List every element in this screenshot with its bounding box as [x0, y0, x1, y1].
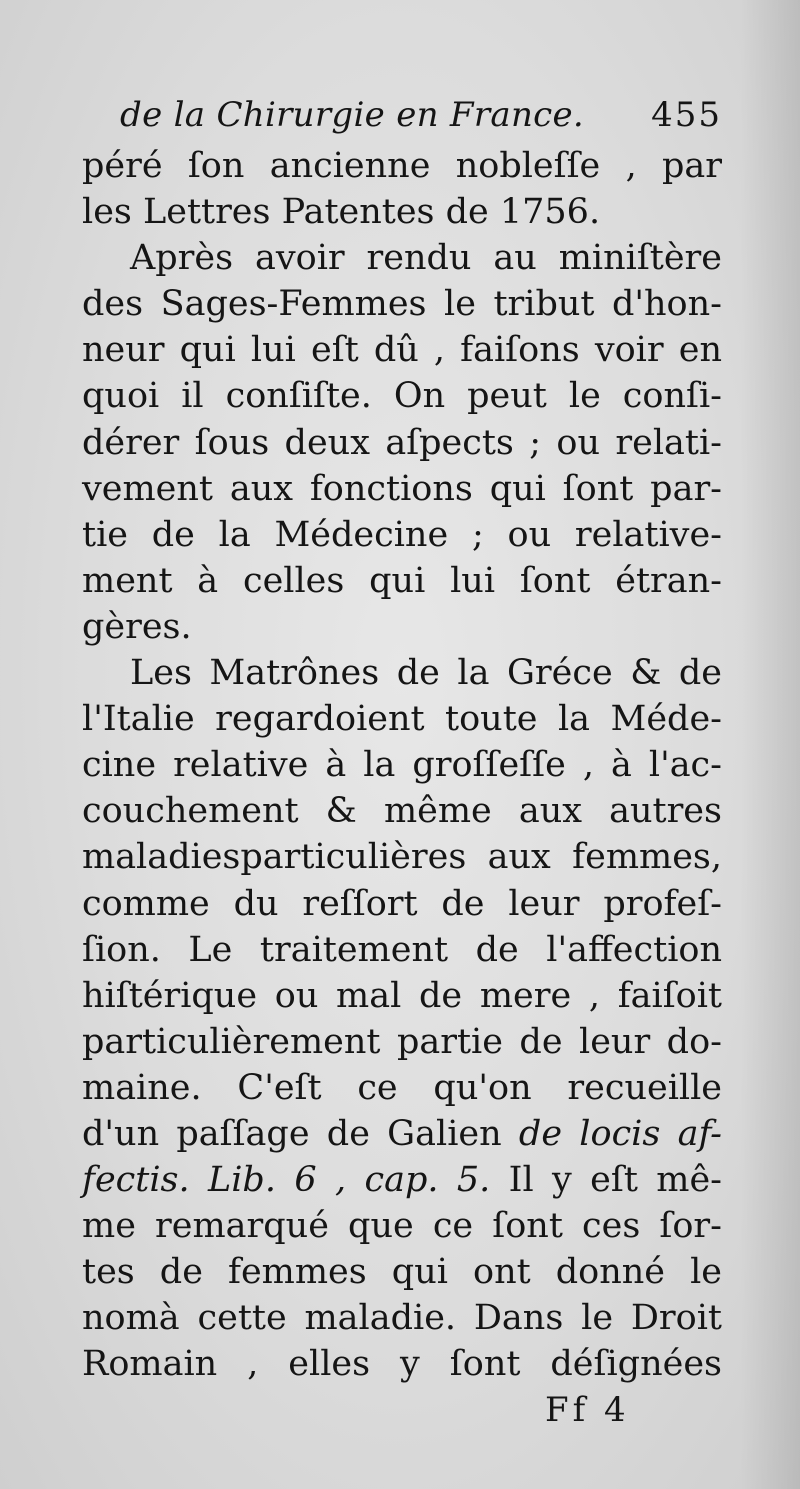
text-line: [82, 604, 722, 650]
text-line: [82, 1019, 722, 1065]
line-text: particulièrement partie de leur do-: [82, 1021, 722, 1062]
line-italic-text: de locis af-: [518, 1113, 722, 1154]
text-line: [82, 973, 722, 1019]
line-text: couchement & même aux autres: [82, 791, 722, 832]
line-text: gères.: [82, 606, 192, 647]
text-line: [82, 1341, 722, 1387]
page-number: 455: [651, 95, 722, 135]
text-line: [82, 1065, 722, 1111]
line-text: quoi il conſiſte. On peut le conſi-: [82, 376, 722, 417]
text-line: [82, 1157, 722, 1203]
line-text: ſion. Le traitement de l'affection: [82, 929, 722, 970]
text-line: [82, 1249, 722, 1295]
text-line: [82, 189, 722, 235]
text-line: [82, 512, 722, 558]
line-italic-text: fectis. Lib. 6 , cap. 5.: [82, 1160, 491, 1201]
line-text: ment à celles qui lui ſont étran-: [82, 560, 722, 601]
page-edge-shadow: [740, 0, 800, 1489]
line-text: maine. C'eſt ce qu'on recueille: [82, 1067, 722, 1108]
line-text: vement aux fonctions qui ſont par-: [82, 468, 722, 509]
text-line: [82, 881, 722, 927]
page-text-block: [82, 95, 722, 1388]
text-line: [82, 834, 722, 880]
text-line: [82, 1203, 722, 1249]
text-line: [82, 466, 722, 512]
text-line: [82, 696, 722, 742]
line-text: nomà cette maladie. Dans le Droit: [82, 1298, 722, 1339]
line-text: maladiesparticulières aux femmes,: [82, 837, 722, 878]
line-text: cine relative à la groſſeſſe , à l'ac-: [82, 745, 722, 786]
text-line: [82, 143, 722, 189]
line-text: Les Matrônes de la Gréce & de: [130, 653, 722, 694]
line-text: Romain , elles y ſont déſignées: [82, 1344, 722, 1385]
text-line: [82, 927, 722, 973]
line-text: les Lettres Patentes de 1756.: [82, 192, 601, 233]
text-line: [82, 420, 722, 466]
line-text: péré ſon ancienne nobleſſe , par: [82, 146, 722, 186]
text-line: [82, 558, 722, 604]
text-line: [82, 1295, 722, 1341]
text-line: [82, 1111, 722, 1157]
line-text: tes de femmes qui ont donné le: [82, 1252, 722, 1293]
line-text: me remarqué que ce ſont ces ſor-: [82, 1206, 722, 1247]
line-text: d'un paſſage de Galien: [82, 1113, 519, 1154]
text-line: [82, 373, 722, 419]
text-line: [82, 650, 722, 696]
text-line: [82, 327, 722, 373]
line-text: neur qui lui eſt dû , faiſons voir en: [82, 330, 722, 371]
line-text: Après avoir rendu au miniſtère: [130, 238, 722, 279]
text-line: [82, 788, 722, 834]
line-text: des Sages-Femmes le tribut d'hon-: [82, 284, 722, 325]
text-line: [82, 235, 722, 281]
line-text: l'Italie regardoient toute la Méde-: [82, 699, 722, 740]
line-text: dérer ſous deux aſpects ; ou relati-: [82, 422, 722, 463]
line-text: comme du reſſort de leur profeſ-: [82, 883, 722, 924]
running-head: de la Chirurgie en France.: [120, 95, 585, 135]
signature-mark: Ff 4: [545, 1390, 630, 1430]
text-line: [82, 281, 722, 327]
line-text: tie de la Médecine ; ou relative-: [82, 514, 722, 555]
body-text: [82, 143, 722, 1388]
page-header: [82, 95, 722, 143]
text-line: [82, 742, 722, 788]
line-text: hiſtérique ou mal de mere , faiſoit: [82, 975, 722, 1016]
line-text-after: Il y eſt mê-: [490, 1160, 722, 1201]
